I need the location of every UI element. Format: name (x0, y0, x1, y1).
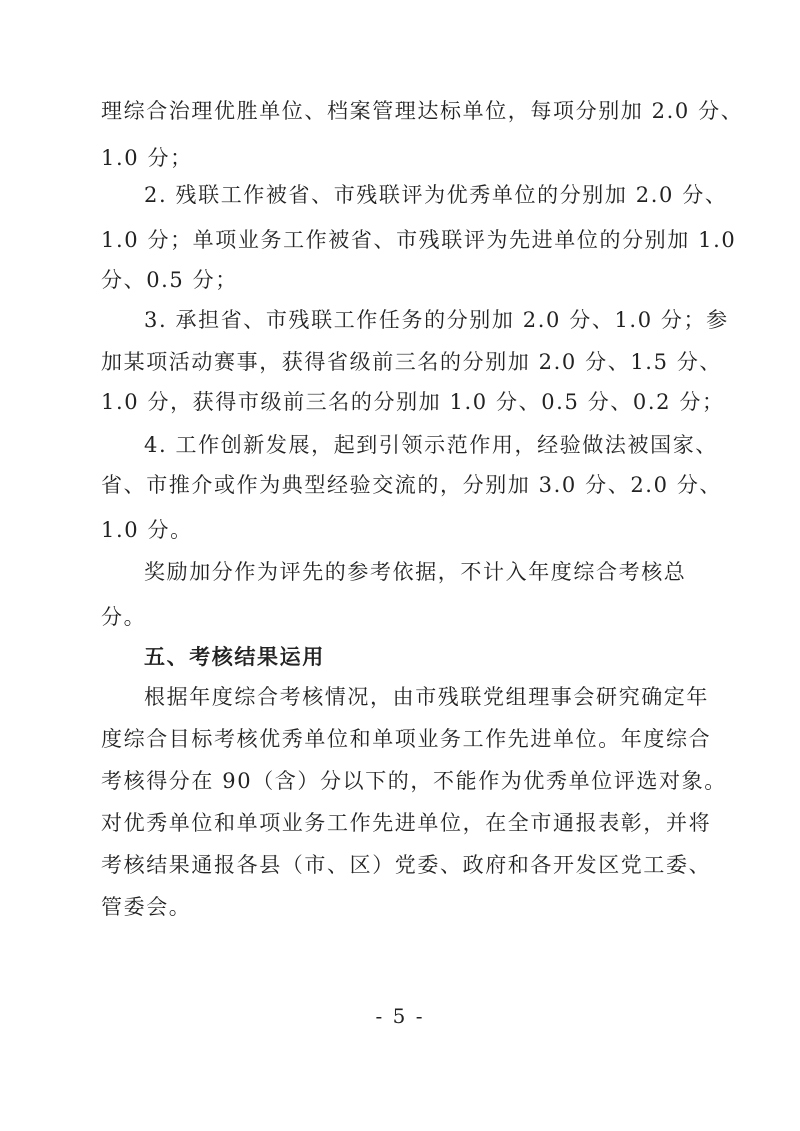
text-line: 1.0 分。 (101, 518, 193, 542)
text-line: 加某项活动赛事，获得省级前三名的分别加 2.0 分、1.5 分、 (101, 350, 723, 374)
text-line: 分。 (101, 605, 147, 629)
text-line: 省、市推介或作为典型经验交流的，分别加 3.0 分、2.0 分、 (101, 473, 723, 497)
text-line: 考核得分在 90（含）分以下的，不能作为优秀单位评选对象。 (101, 769, 727, 793)
page-number: - 5 - (375, 1004, 425, 1028)
text-line: 理综合治理优胜单位、档案管理达标单位，每项分别加 2.0 分、 (101, 99, 744, 123)
text-line: 3. 承担省、市残联工作任务的分别加 2.0 分、1.0 分；参 (144, 308, 729, 332)
text-line: 度综合目标考核优秀单位和单项业务工作先进单位。年度综合 (101, 727, 712, 751)
text-line: 管委会。 (101, 895, 192, 919)
text-line: 1.0 分； (101, 146, 193, 170)
text-line: 1.0 分；单项业务工作被省、市残联评为先进单位的分别加 1.0 (101, 228, 737, 252)
section-heading: 五、考核结果运用 (144, 645, 325, 669)
text-line: 1.0 分，获得市级前三名的分别加 1.0 分、0.5 分、0.2 分； (101, 390, 725, 414)
text-line: 4. 工作创新发展，起到引领示范作用，经验做法被国家、 (144, 433, 718, 457)
text-line: 2. 残联工作被省、市残联评为优秀单位的分别加 2.0 分、 (144, 183, 728, 207)
text-line: 奖励加分作为评先的参考依据，不计入年度综合考核总 (144, 560, 687, 584)
text-line: 分、0.5 分； (101, 268, 238, 292)
text-line: 考核结果通报各县（市、区）党委、政府和各开发区党工委、 (101, 853, 712, 877)
text-line: 根据年度综合考核情况，由市残联党组理事会研究确定年 (144, 685, 709, 709)
text-line: 对优秀单位和单项业务工作先进单位，在全市通报表彰，并将 (101, 811, 712, 835)
